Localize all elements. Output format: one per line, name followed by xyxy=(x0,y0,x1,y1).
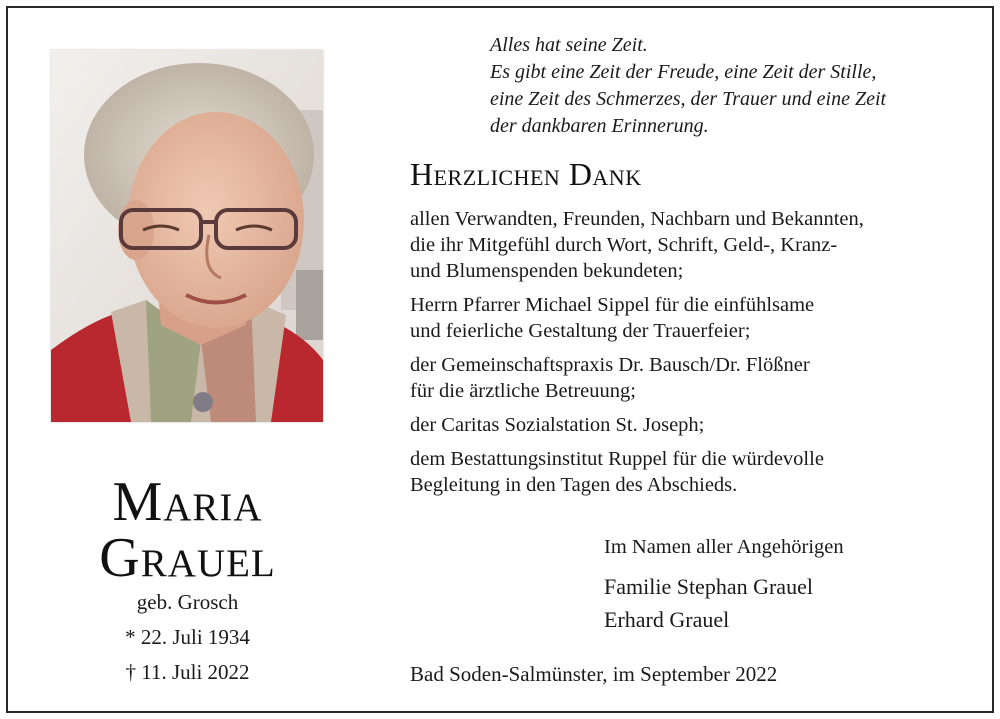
thanks-line: der Gemeinschaftspraxis Dr. Bausch/Dr. Flößner xyxy=(410,354,810,376)
deceased-first-name: Maria xyxy=(112,471,263,533)
thanks-line: dem Bestattungsinstitut Ruppel für die würdevolle xyxy=(410,448,824,470)
thanks-heading: Herzlichen Dank xyxy=(410,156,642,192)
quote-line: eine Zeit des Schmerzes, der Trauer und eine Zeit xyxy=(490,88,887,110)
quote xyxy=(490,32,886,140)
thanks-line: der Caritas Sozialstation St. Joseph; xyxy=(410,414,705,436)
portrait-photo xyxy=(51,50,323,422)
birth-date: * 22. Juli 1934 xyxy=(125,625,250,649)
signature-intro: Im Namen aller Angehörigen xyxy=(604,536,844,558)
quote-line: der dankbaren Erinnerung. xyxy=(490,115,709,137)
thanks-paragraph xyxy=(410,292,980,344)
signer-name: Erhard Grauel xyxy=(604,607,730,632)
thanks-line: allen Verwandten, Freunden, Nachbarn und Bekannten, xyxy=(410,208,864,230)
thanks-line: für die ärztliche Betreuung; xyxy=(410,380,636,402)
thanks-line: und Blumenspenden bekundeten; xyxy=(410,260,684,282)
place-and-date: Bad Soden-Salmünster, im September 2022 xyxy=(410,662,778,686)
thanks-paragraph xyxy=(410,446,980,498)
deceased-last-name: Grauel xyxy=(99,527,276,589)
thanks-line: Herrn Pfarrer Michael Sippel für die einfühlsame xyxy=(410,294,815,316)
thanks-line: und feierliche Gestaltung der Trauerfeier; xyxy=(410,320,751,342)
thanks-paragraph xyxy=(410,206,980,284)
thanks-paragraph xyxy=(410,412,980,438)
thanks-line: die ihr Mitgefühl durch Wort, Schrift, Geld-, Kranz- xyxy=(410,234,838,256)
death-date: † 11. Juli 2022 xyxy=(125,660,250,684)
birth-name: geb. Grosch xyxy=(136,590,239,614)
thanks-line: Begleitung in den Tagen des Abschieds. xyxy=(410,474,738,496)
thanks-paragraph xyxy=(410,352,980,404)
quote-line: Alles hat seine Zeit. xyxy=(490,34,648,56)
thanks-list xyxy=(410,206,980,506)
quote-line: Es gibt eine Zeit der Freude, eine Zeit der Stille, xyxy=(490,61,877,83)
signer-name: Familie Stephan Grauel xyxy=(604,574,813,599)
